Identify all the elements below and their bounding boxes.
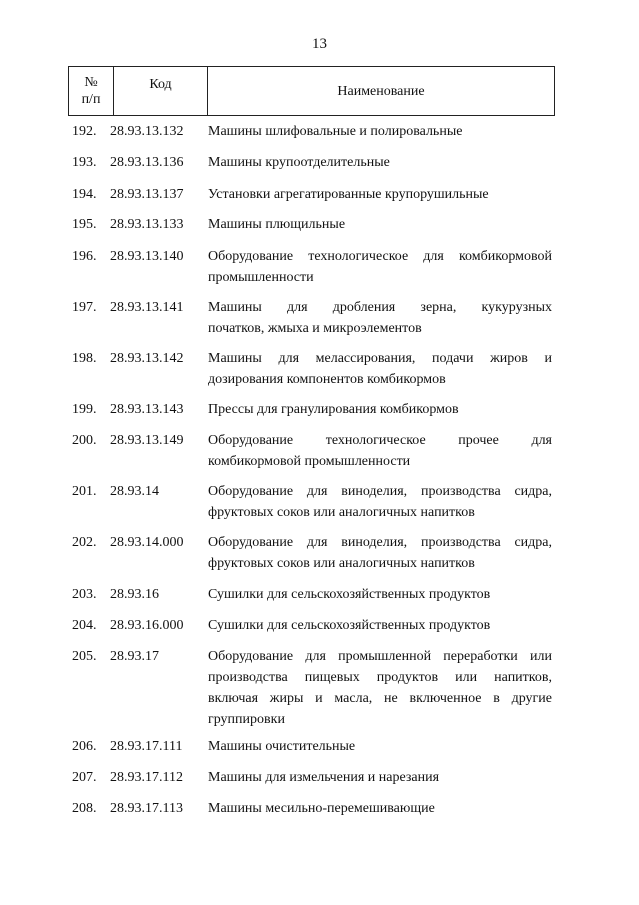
row-name-line: производства пищевых продуктов или напитков,: [208, 670, 552, 685]
row-name-line: Машины плющильные: [208, 217, 346, 232]
row-name-line: Прессы для гранулирования комбикормов: [208, 402, 459, 417]
row-name-line: включая жиры и масла, не включенное в другие: [208, 691, 552, 706]
row-number: 202.: [72, 535, 97, 550]
row-name: [208, 399, 552, 420]
row-name: [208, 532, 552, 574]
row-name-line: Установки агрегатированные крупорушильные: [208, 187, 489, 202]
row-number: 206.: [72, 739, 97, 754]
header-number-sublabel: п/п: [81, 92, 101, 107]
row-code: 28.93.17.111: [110, 739, 183, 754]
row-name: [208, 214, 552, 235]
row-name-line: початков, жмыха и микроэлементов: [208, 321, 422, 336]
row-name: [208, 297, 552, 339]
row-number: 195.: [72, 217, 97, 232]
row-name: [208, 430, 552, 472]
row-name: [208, 646, 552, 730]
row-name: [208, 481, 552, 523]
row-number: 205.: [72, 649, 97, 664]
row-code: 28.93.13.141: [110, 300, 184, 315]
row-name-line: Сушилки для сельскохозяйственных продуктов: [208, 587, 491, 602]
row-number: 197.: [72, 300, 97, 315]
row-number: 201.: [72, 484, 97, 499]
row-name-line: Машины для измельчения и нарезания: [208, 770, 440, 785]
row-number: 192.: [72, 124, 97, 139]
row-code: 28.93.13.149: [110, 433, 184, 448]
row-name-line: фруктовых соков или аналогичных напитков: [208, 505, 475, 520]
row-number: 204.: [72, 618, 97, 633]
row-code: 28.93.13.143: [110, 402, 184, 417]
row-code: 28.93.13.140: [110, 249, 184, 264]
row-name-line: Машины шлифовальные и полировальные: [208, 124, 463, 139]
row-number: 208.: [72, 801, 97, 816]
row-name-line: комбикормовой промышленности: [208, 454, 411, 469]
row-name: [208, 184, 552, 205]
row-number: 196.: [72, 249, 97, 264]
row-name-line: группировки: [208, 712, 285, 727]
row-code: 28.93.14: [110, 484, 159, 499]
row-code: 28.93.13.136: [110, 155, 184, 170]
row-name-line: Машины крупоотделительные: [208, 155, 390, 170]
header-name-label: Наименование: [337, 84, 425, 99]
row-name-line: Машины для дробления зерна, кукурузных: [208, 300, 552, 315]
row-number: 199.: [72, 402, 97, 417]
row-code: 28.93.17.113: [110, 801, 183, 816]
row-name: [208, 348, 552, 390]
row-name-line: промышленности: [208, 270, 314, 285]
row-name: [208, 152, 552, 173]
row-name: [208, 615, 552, 636]
row-number: 194.: [72, 187, 97, 202]
row-name: [208, 767, 552, 788]
row-code: 28.93.14.000: [110, 535, 184, 550]
row-code: 28.93.13.142: [110, 351, 184, 366]
row-code: 28.93.16: [110, 587, 159, 602]
row-number: 203.: [72, 587, 97, 602]
row-name-line: Оборудование технологическое прочее для: [208, 433, 552, 448]
row-number: 193.: [72, 155, 97, 170]
row-name-line: дозирования компонентов комбикормов: [208, 372, 446, 387]
row-name-line: Оборудование технологическое для комбикормовой: [208, 249, 552, 264]
row-code: 28.93.13.132: [110, 124, 184, 139]
row-code: 28.93.17: [110, 649, 159, 664]
row-name-line: Машины для мелассирования, подачи жиров и: [208, 351, 552, 366]
header-code-label: Код: [149, 77, 172, 92]
row-code: 28.93.16.000: [110, 618, 184, 633]
row-number: 207.: [72, 770, 97, 785]
row-name-line: Машины очистительные: [208, 739, 356, 754]
row-name-line: Оборудование для промышленной переработки или: [208, 649, 552, 664]
row-name-line: Машины месильно-перемешивающие: [208, 801, 435, 816]
row-code: 28.93.13.137: [110, 187, 184, 202]
row-number: 200.: [72, 433, 97, 448]
row-name: [208, 246, 552, 288]
row-name: [208, 121, 552, 142]
row-code: 28.93.17.112: [110, 770, 183, 785]
row-name-line: фруктовых соков или аналогичных напитков: [208, 556, 475, 571]
row-name: [208, 584, 552, 605]
row-name: [208, 798, 552, 819]
row-number: 198.: [72, 351, 97, 366]
row-code: 28.93.13.133: [110, 217, 184, 232]
row-name-line: Сушилки для сельскохозяйственных продуктов: [208, 618, 491, 633]
row-name-line: Оборудование для виноделия, производства сидра,: [208, 484, 552, 499]
row-name: [208, 736, 552, 757]
header-number-label: №: [84, 75, 98, 90]
page-number: 13: [312, 36, 327, 52]
row-name-line: Оборудование для виноделия, производства сидра,: [208, 535, 552, 550]
